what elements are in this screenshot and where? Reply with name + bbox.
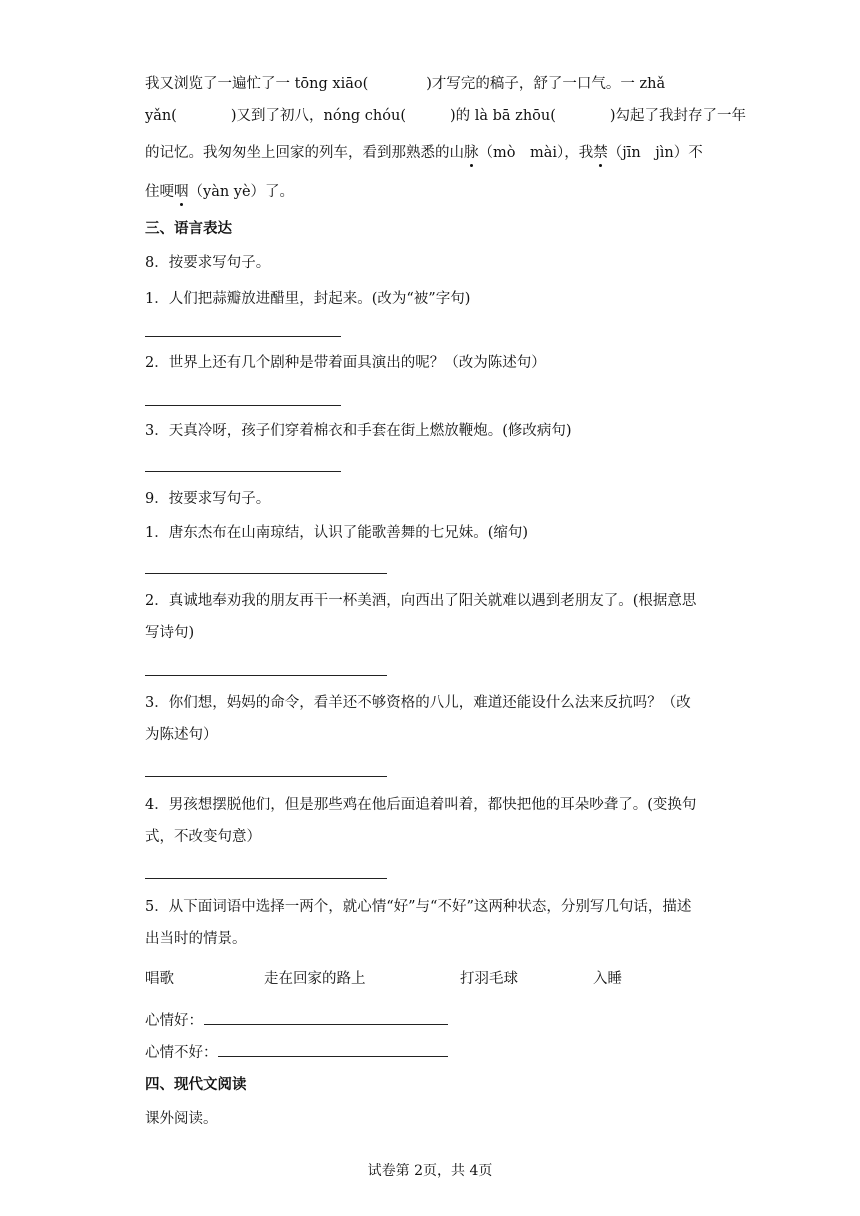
q9-item-5-line-2: 出当时的情景。 <box>145 931 247 947</box>
q9-item-1: 1．唐东杰布在山南琼结，认识了能歌善舞的七兄妹。(缩句) <box>145 525 529 541</box>
reading-intro: 课外阅读。 <box>145 1111 218 1127</box>
q8-item-2: 2．世界上还有几个剧种是带着面具演出的呢？（改为陈述句） <box>145 355 546 371</box>
section-3-heading: 三、语言表达 <box>145 220 232 237</box>
word-option: 打羽毛球 <box>460 971 518 987</box>
answer-line[interactable] <box>145 878 387 879</box>
q8-item-1: 1．人们把蒜瓣放进醋里，封起来。(改为“被”字句) <box>145 291 471 307</box>
answer-line[interactable] <box>145 675 387 676</box>
q9-item-2-line-2: 写诗句) <box>145 625 195 641</box>
mood-good-label: 心情好： <box>145 1013 203 1029</box>
dotted-char: 禁 <box>593 145 608 161</box>
answer-line[interactable] <box>145 573 387 574</box>
passage-line-4: 住哽咽（yàn yè）了。 <box>145 184 295 200</box>
answer-line[interactable] <box>145 405 341 406</box>
q9-item-4-line-1: 4．男孩想摆脱他们，但是那些鸡在他后面追着叫着，都快把他的耳朵吵聋了。(变换句 <box>145 797 697 813</box>
dotted-char: 脉 <box>464 145 479 161</box>
section-4-heading: 四、现代文阅读 <box>145 1076 247 1093</box>
mood-bad-label: 心情不好： <box>145 1045 218 1061</box>
q9-item-3-line-1: 3．你们想，妈妈的命令，看羊还不够资格的八儿，难道还能设什么法来反抗吗？（改 <box>145 695 691 711</box>
mood-bad-answer-line[interactable] <box>218 1056 448 1057</box>
passage-line-1: 我又浏览了一遍忙了一 tōng xiāo( )才写完的稿子，舒了一口气。一 zhǎ <box>145 76 666 92</box>
q8-stem: 8．按要求写句子。 <box>145 255 271 271</box>
q9-stem: 9．按要求写句子。 <box>145 491 271 507</box>
dotted-char: 咽 <box>174 184 189 200</box>
page-footer: 试卷第 2页，共 4页 <box>367 1163 493 1179</box>
q9-item-4-line-2: 式，不改变句意） <box>145 829 261 845</box>
q9-item-3-line-2: 为陈述句） <box>145 727 218 743</box>
passage-line-2: yǎn( )又到了初八，nóng chóu( )的 là bā zhōu( )勾起了我封存了一年 <box>145 108 747 124</box>
q8-item-3: 3．天真冷呀，孩子们穿着棉衣和手套在街上燃放鞭炮。(修改病句) <box>145 423 572 439</box>
word-option: 走在回家的路上 <box>264 971 366 987</box>
q9-item-2-line-1: 2．真诚地奉劝我的朋友再干一杯美酒，向西出了阳关就难以遇到老朋友了。(根据意思 <box>145 593 697 609</box>
answer-line[interactable] <box>145 336 341 337</box>
q9-item-5-line-1: 5．从下面词语中选择一两个，就心情“好”与“不好”这两种状态，分别写几句话，描述 <box>145 899 692 915</box>
word-option: 唱歌 <box>145 971 174 987</box>
answer-line[interactable] <box>145 776 387 777</box>
answer-line[interactable] <box>145 471 341 472</box>
word-option: 入睡 <box>593 971 622 987</box>
mood-good-answer-line[interactable] <box>204 1024 448 1025</box>
passage-line-3: 的记忆。我匆匆坐上回家的列车，看到那熟悉的山脉（mò mài），我禁（jīn jìn）不 <box>145 145 703 161</box>
